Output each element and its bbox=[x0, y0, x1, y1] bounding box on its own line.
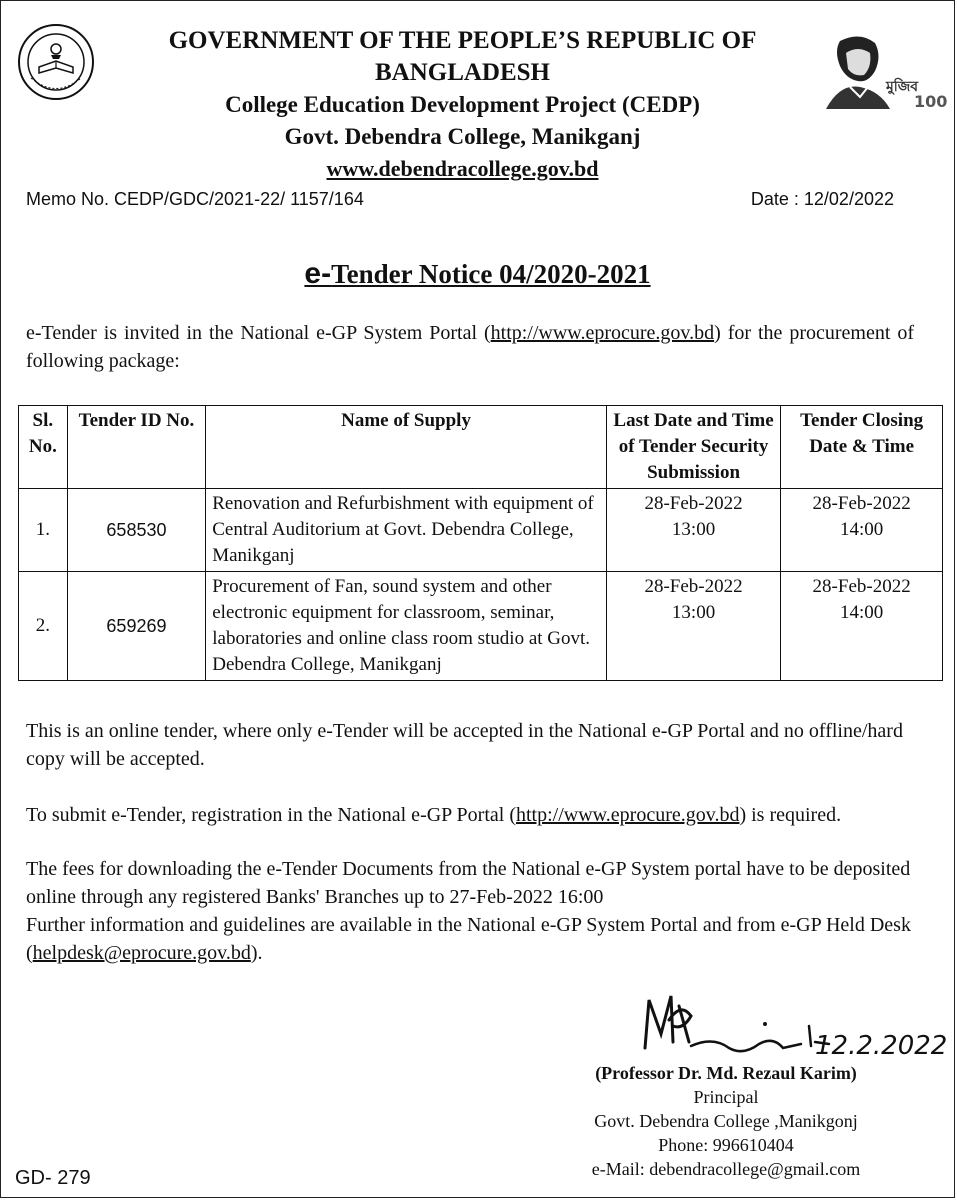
signatory-name: (Professor Dr. Md. Rezaul Karim) bbox=[595, 1063, 857, 1083]
project-title: College Education Development Project (CEDP) bbox=[225, 92, 700, 117]
row-closing-date-value: 28-Feb-2022 bbox=[812, 493, 911, 514]
row-last-date-value: 28-Feb-2022 bbox=[644, 493, 743, 514]
further-info-text: Further information and guidelines are available in the National e-GP System Portal and from e-GP Held Desk bbox=[26, 914, 911, 936]
notice-title-text: Tender Notice 04/2020-2021 bbox=[331, 259, 651, 289]
header-name-of-supply: Name of Supply bbox=[206, 406, 607, 489]
row-tender-id: 658530 bbox=[67, 489, 206, 572]
college-seal-logo bbox=[17, 23, 95, 101]
helpdesk-paren-open: ( bbox=[26, 942, 33, 964]
fees-text: The fees for downloading the e-Tender Documents from the National e-GP System portal have to be deposited online through any registered Banks' Branches up to 27-Feb-2022 16:00 bbox=[26, 858, 911, 908]
registration-text: To submit e-Tender, registration in the National e-GP Portal ( bbox=[26, 804, 516, 826]
svg-text:100: 100 bbox=[914, 92, 948, 111]
row-sl: 2. bbox=[19, 572, 68, 681]
registration-link[interactable]: http://www.eprocure.gov.bd bbox=[515, 804, 740, 826]
table-row bbox=[19, 489, 943, 572]
registration-paragraph bbox=[26, 801, 914, 829]
handwritten-signature bbox=[633, 986, 953, 1066]
header-closing: Tender Closing Date & Time bbox=[781, 406, 943, 489]
helpdesk-line bbox=[26, 939, 914, 967]
row-last-time-value: 13:00 bbox=[671, 519, 716, 540]
row-closing-time-value: 14:00 bbox=[839, 602, 884, 623]
notice-title bbox=[1, 257, 954, 291]
registration-text-end: ) is required. bbox=[739, 804, 842, 826]
intro-paragraph bbox=[26, 319, 914, 375]
online-tender-paragraph: This is an online tender, where only e-Tender will be accepted in the National e-GP Portal and no offline/hard copy will be accepted. bbox=[26, 720, 903, 770]
row-last-date bbox=[606, 572, 780, 681]
fees-paragraph bbox=[26, 855, 914, 967]
website-link[interactable]: www.debendracollege.gov.bd bbox=[326, 156, 599, 181]
row-name-of-supply: Procurement of Fan, sound system and other electronic equipment for classroom, seminar, laboratories and online class room studio at Govt. Debendra College, Manikganj bbox=[206, 572, 607, 681]
memo-row bbox=[26, 189, 894, 210]
row-last-date-value: 28-Feb-2022 bbox=[644, 576, 743, 597]
svg-text:মুজিব: মুজিব bbox=[886, 79, 919, 95]
portrait-image bbox=[820, 31, 948, 111]
header-sl: Sl. No. bbox=[19, 406, 68, 489]
row-closing-time-value: 14:00 bbox=[839, 519, 884, 540]
document-header bbox=[111, 25, 814, 185]
eprocure-link[interactable]: http://www.eprocure.gov.bd bbox=[490, 322, 715, 344]
signatory-title: Principal bbox=[693, 1087, 759, 1107]
intro-text-end: ) for the procurement of following package: bbox=[26, 322, 914, 372]
helpdesk-paren-close: ). bbox=[250, 942, 263, 964]
signatory-block bbox=[561, 1061, 891, 1181]
helpdesk-email-link[interactable]: helpdesk@eprocure.gov.bd bbox=[32, 942, 251, 964]
government-title: GOVERNMENT OF THE PEOPLE’S REPUBLIC OF BANGLADESH bbox=[168, 27, 757, 86]
memo-date: Date : 12/02/2022 bbox=[750, 189, 894, 209]
row-tender-id: 659269 bbox=[67, 572, 206, 681]
signatory-email: e-Mail: debendracollege@gmail.com bbox=[591, 1159, 861, 1179]
table-row bbox=[19, 572, 943, 681]
intro-text: e-Tender is invited in the National e-GP System Portal ( bbox=[26, 322, 491, 344]
row-closing bbox=[781, 572, 943, 681]
row-closing bbox=[781, 489, 943, 572]
row-last-time-value: 13:00 bbox=[671, 602, 716, 623]
row-name-of-supply: Renovation and Refurbishment with equipment of Central Auditorium at Govt. Debendra College, Manikganj bbox=[206, 489, 607, 572]
notice-title-prefix: e- bbox=[304, 257, 332, 290]
row-last-date bbox=[606, 489, 780, 572]
header-tender-id: Tender ID No. bbox=[67, 406, 206, 489]
row-sl: 1. bbox=[19, 489, 68, 572]
tender-table bbox=[18, 405, 943, 681]
college-name: Govt. Debendra College, Manikganj bbox=[284, 124, 641, 149]
signatory-phone: Phone: 996610404 bbox=[658, 1135, 794, 1155]
signatory-college: Govt. Debendra College ,Manikgonj bbox=[594, 1111, 858, 1131]
table-header-row bbox=[19, 406, 943, 489]
header-last-date: Last Date and Time of Tender Security Submission bbox=[606, 406, 780, 489]
row-closing-date-value: 28-Feb-2022 bbox=[812, 576, 911, 597]
footer-code: GD- 279 bbox=[15, 1167, 91, 1189]
memo-number: Memo No. CEDP/GDC/2021-22/ 1157/164 bbox=[26, 189, 364, 209]
handwritten-date: 12.2.2022 bbox=[815, 1031, 948, 1061]
